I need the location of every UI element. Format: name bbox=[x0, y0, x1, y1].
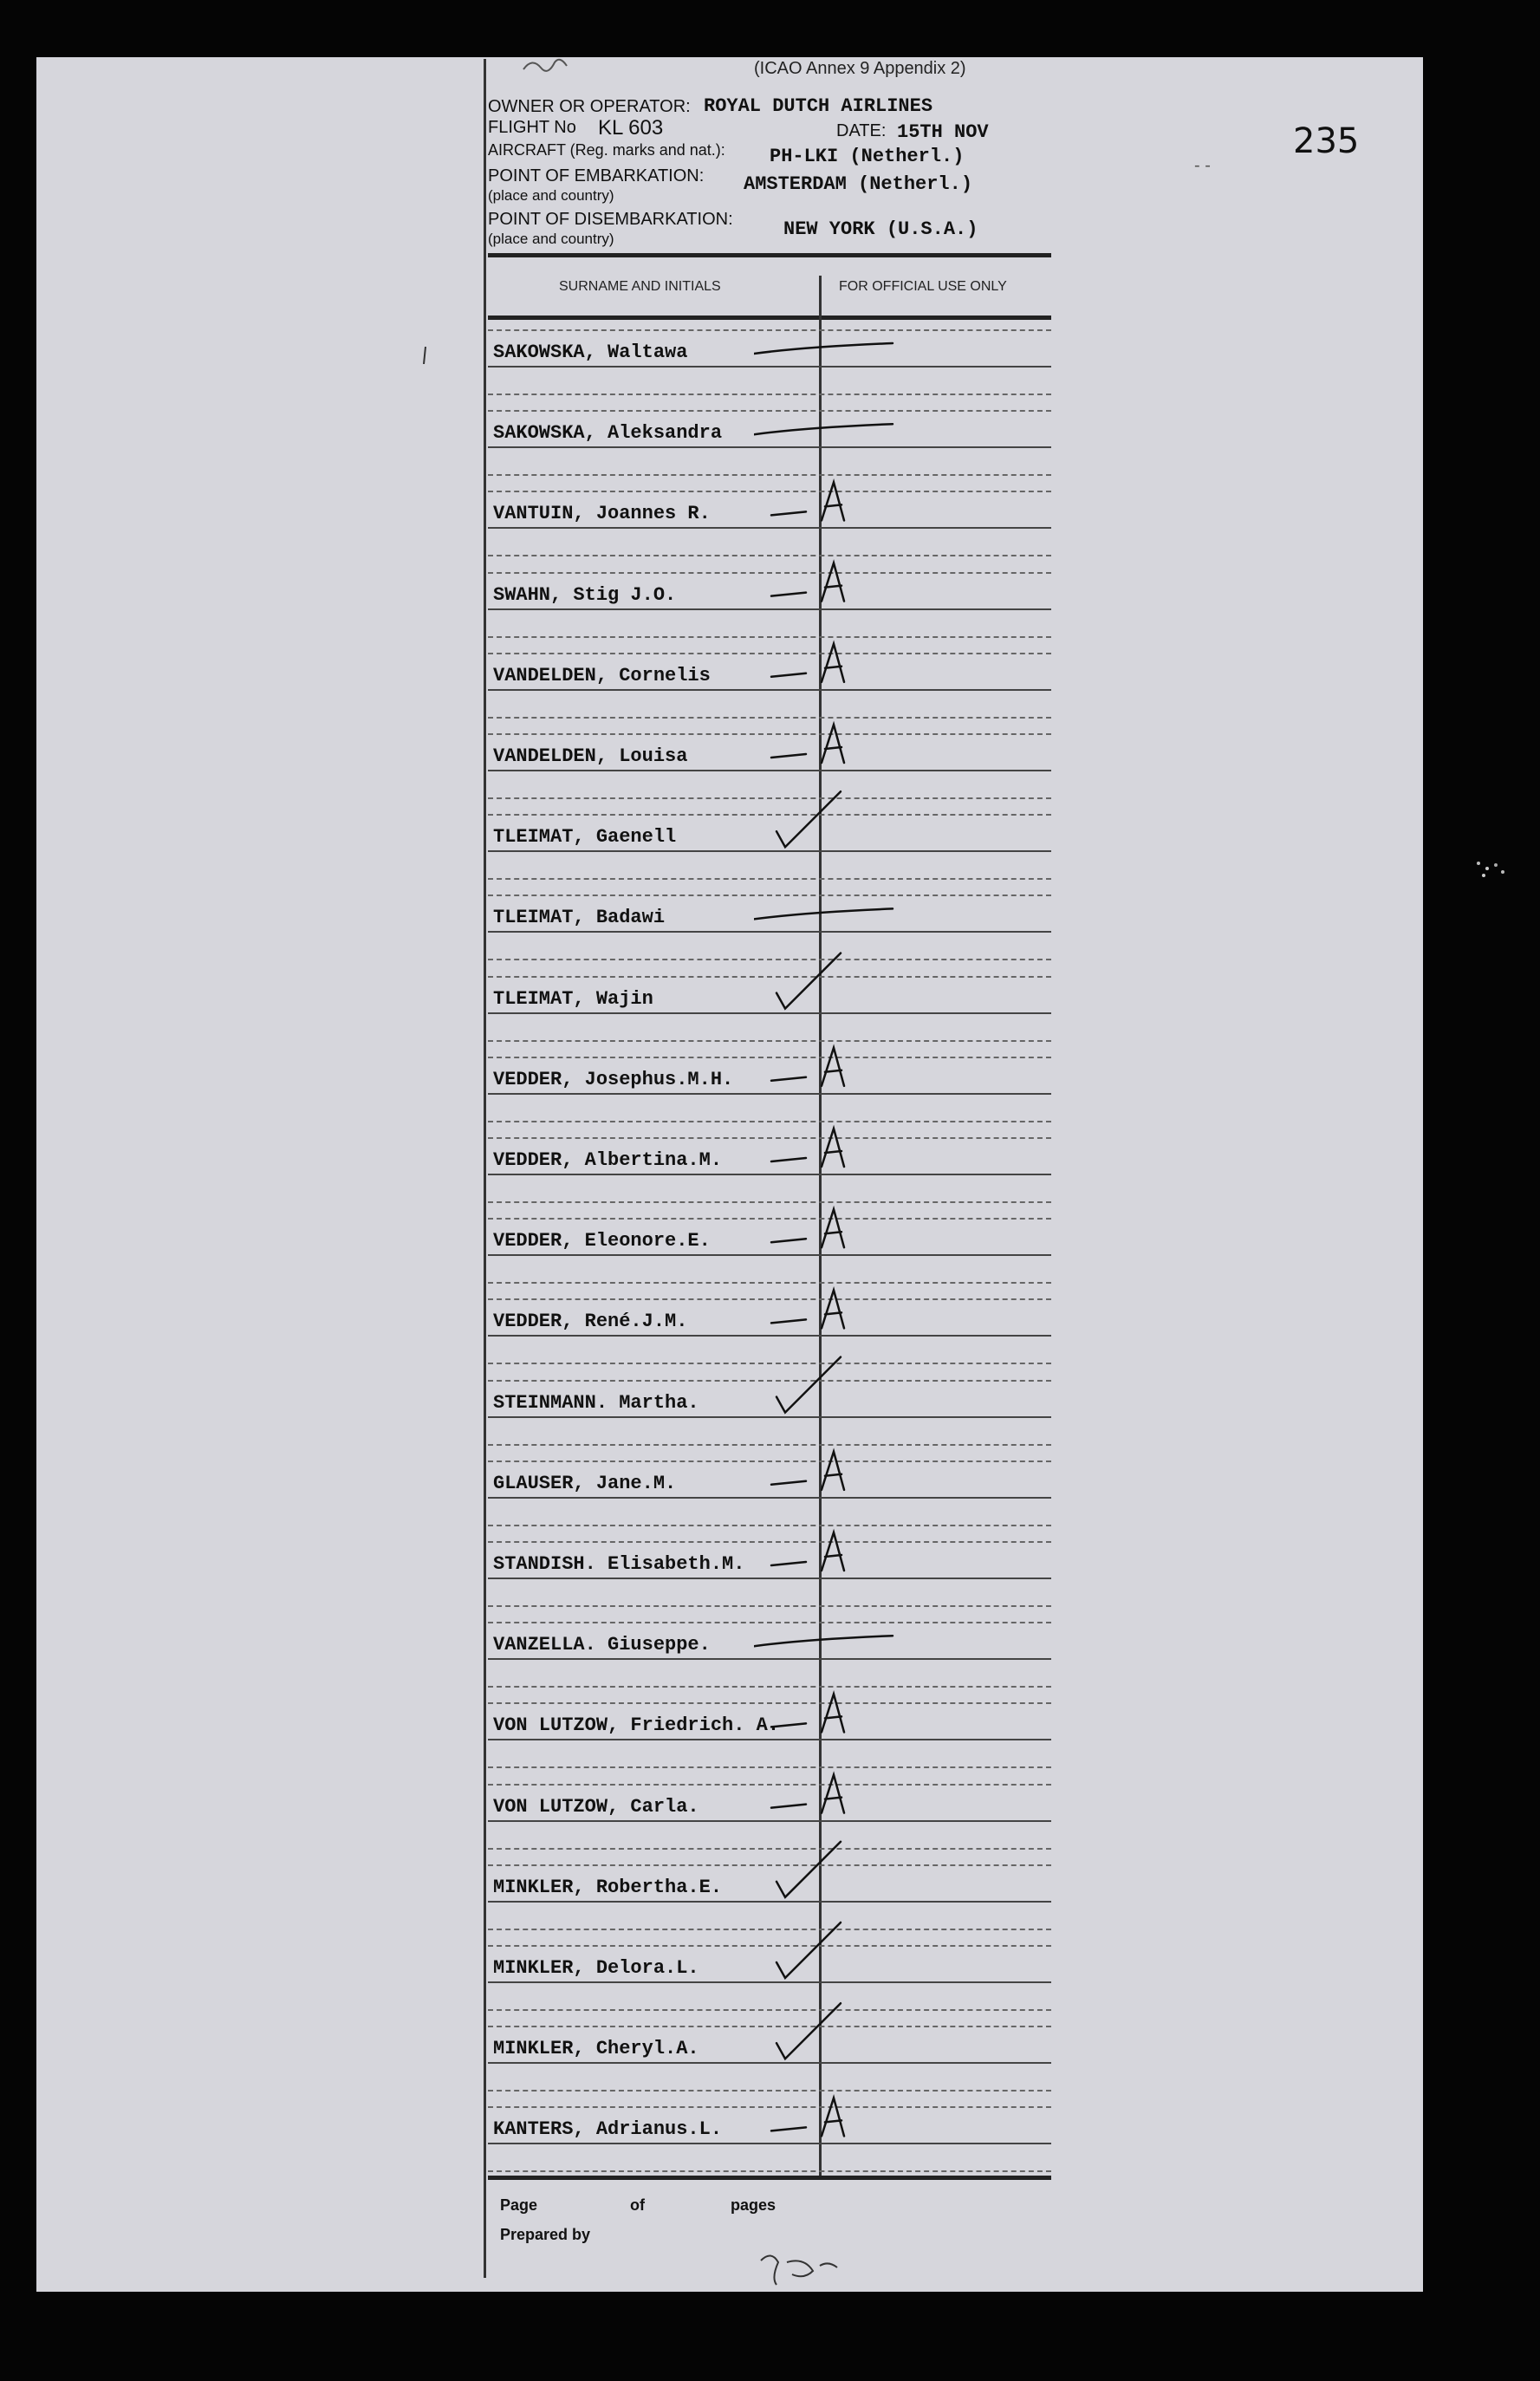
official-marks bbox=[754, 321, 1031, 2158]
embarkation-sub: (place and country) bbox=[488, 187, 614, 204]
approved-mark bbox=[771, 1129, 844, 1167]
approved-mark bbox=[771, 1775, 844, 1813]
passenger-entry: SAKOWSKA, Waltawa bbox=[493, 342, 688, 363]
footer-of-label: of bbox=[630, 2196, 645, 2214]
approved-mark bbox=[771, 482, 844, 520]
approved-mark bbox=[771, 1209, 844, 1247]
footer-signature-icon bbox=[752, 2245, 848, 2288]
passenger-entry: MINKLER, Cheryl.A. bbox=[493, 2038, 699, 2060]
column-header-rule bbox=[488, 316, 1051, 320]
passenger-entry: VEDDER, René.J.M. bbox=[493, 1311, 688, 1333]
footer-prepared-label: Prepared by bbox=[500, 2226, 591, 2243]
dash-mark bbox=[754, 1636, 893, 1646]
passenger-entry: MINKLER, Robertha.E. bbox=[493, 1876, 723, 1898]
passenger-entry: TLEIMAT, Gaenell bbox=[493, 826, 677, 849]
check-mark-icon bbox=[776, 953, 841, 1009]
disembarkation-value: NEW YORK (U.S.A.) bbox=[783, 218, 978, 240]
column-header-official: FOR OFFICIAL USE ONLY bbox=[839, 279, 1007, 294]
aircraft-label: AIRCRAFT (Reg. marks and nat.): bbox=[488, 141, 725, 159]
embarkation-value: AMSTERDAM (Netherl.) bbox=[744, 173, 973, 195]
passenger-entry: TLEIMAT, Badawi bbox=[493, 907, 666, 929]
passenger-entry: GLAUSER, Jane.M. bbox=[493, 1472, 677, 1494]
passenger-entry: VANTUIN, Joannes R. bbox=[493, 503, 711, 525]
passenger-entry: SWAHN, Stig J.O. bbox=[493, 583, 677, 606]
passenger-entry: SAKOWSKA, Aleksandra bbox=[493, 422, 723, 445]
approved-mark bbox=[771, 1290, 844, 1328]
annex-reference: (ICAO Annex 9 Appendix 2) bbox=[754, 59, 966, 78]
passenger-entry: VEDDER, Eleonore.E. bbox=[493, 1230, 711, 1252]
check-mark-icon bbox=[776, 1842, 841, 1897]
margin-dash: - - bbox=[1194, 156, 1211, 175]
approved-mark bbox=[771, 1532, 844, 1571]
approved-mark bbox=[771, 1694, 844, 1732]
approved-mark bbox=[771, 563, 844, 602]
footer-pages-label: pages bbox=[731, 2196, 776, 2214]
date-value: 15TH NOV bbox=[897, 121, 989, 143]
row-rule-dashed bbox=[488, 2170, 1051, 2172]
disembarkation-label: POINT OF DISEMBARKATION: bbox=[488, 210, 733, 229]
footer-page-label: Page bbox=[500, 2196, 538, 2214]
passenger-entry: VON LUTZOW, Friedrich. A. bbox=[493, 1714, 780, 1737]
check-mark-icon bbox=[776, 791, 841, 847]
owner-label: OWNER OR OPERATOR: bbox=[488, 97, 691, 116]
approved-mark bbox=[771, 2098, 844, 2136]
header-rule bbox=[488, 253, 1051, 257]
date-label: DATE: bbox=[836, 121, 887, 140]
passenger-entry: MINKLER, Delora.L. bbox=[493, 1957, 699, 1979]
form-left-border bbox=[484, 59, 486, 2278]
passenger-entry: VEDDER, Josephus.M.H. bbox=[493, 1068, 734, 1090]
passenger-entry: VANZELLA. Giuseppe. bbox=[493, 1634, 711, 1656]
dash-mark bbox=[754, 424, 893, 434]
approved-mark bbox=[771, 725, 844, 763]
passenger-entry: VEDDER, Albertina.M. bbox=[493, 1149, 723, 1171]
passenger-entry: STEINMANN. Martha. bbox=[493, 1391, 699, 1414]
aircraft-value: PH-LKI (Netherl.) bbox=[770, 146, 965, 167]
check-mark-icon bbox=[776, 1357, 841, 1413]
check-mark-icon bbox=[776, 2003, 841, 2059]
approved-mark bbox=[771, 1048, 844, 1086]
list-end-rule bbox=[488, 2176, 1051, 2180]
margin-speckle-icon bbox=[1473, 856, 1508, 882]
flight-value: KL 603 bbox=[598, 116, 664, 140]
owner-value: ROYAL DUTCH AIRLINES bbox=[704, 95, 933, 117]
passenger-entry: VANDELDEN, Louisa bbox=[493, 745, 688, 767]
margin-tick-icon bbox=[422, 347, 427, 364]
dash-mark bbox=[754, 908, 893, 919]
flight-label: FLIGHT No bbox=[488, 118, 576, 137]
approved-mark bbox=[771, 644, 844, 682]
official-marks-canvas bbox=[754, 321, 1031, 2158]
passenger-entry: KANTERS, Adrianus.L. bbox=[493, 2118, 723, 2141]
passenger-entry: VANDELDEN, Cornelis bbox=[493, 664, 711, 686]
check-mark-icon bbox=[776, 1922, 841, 1978]
page-number: 235 bbox=[1293, 121, 1360, 161]
passenger-entry: VON LUTZOW, Carla. bbox=[493, 1795, 699, 1818]
passenger-entry: TLEIMAT, Wajin bbox=[493, 987, 653, 1010]
disembarkation-sub: (place and country) bbox=[488, 231, 614, 247]
passenger-entry: STANDISH. Elisabeth.M. bbox=[493, 1553, 745, 1575]
approved-mark bbox=[771, 1452, 844, 1490]
embarkation-label: POINT OF EMBARKATION: bbox=[488, 166, 705, 185]
dash-mark bbox=[754, 343, 893, 354]
column-header-name: SURNAME AND INITIALS bbox=[559, 279, 721, 294]
